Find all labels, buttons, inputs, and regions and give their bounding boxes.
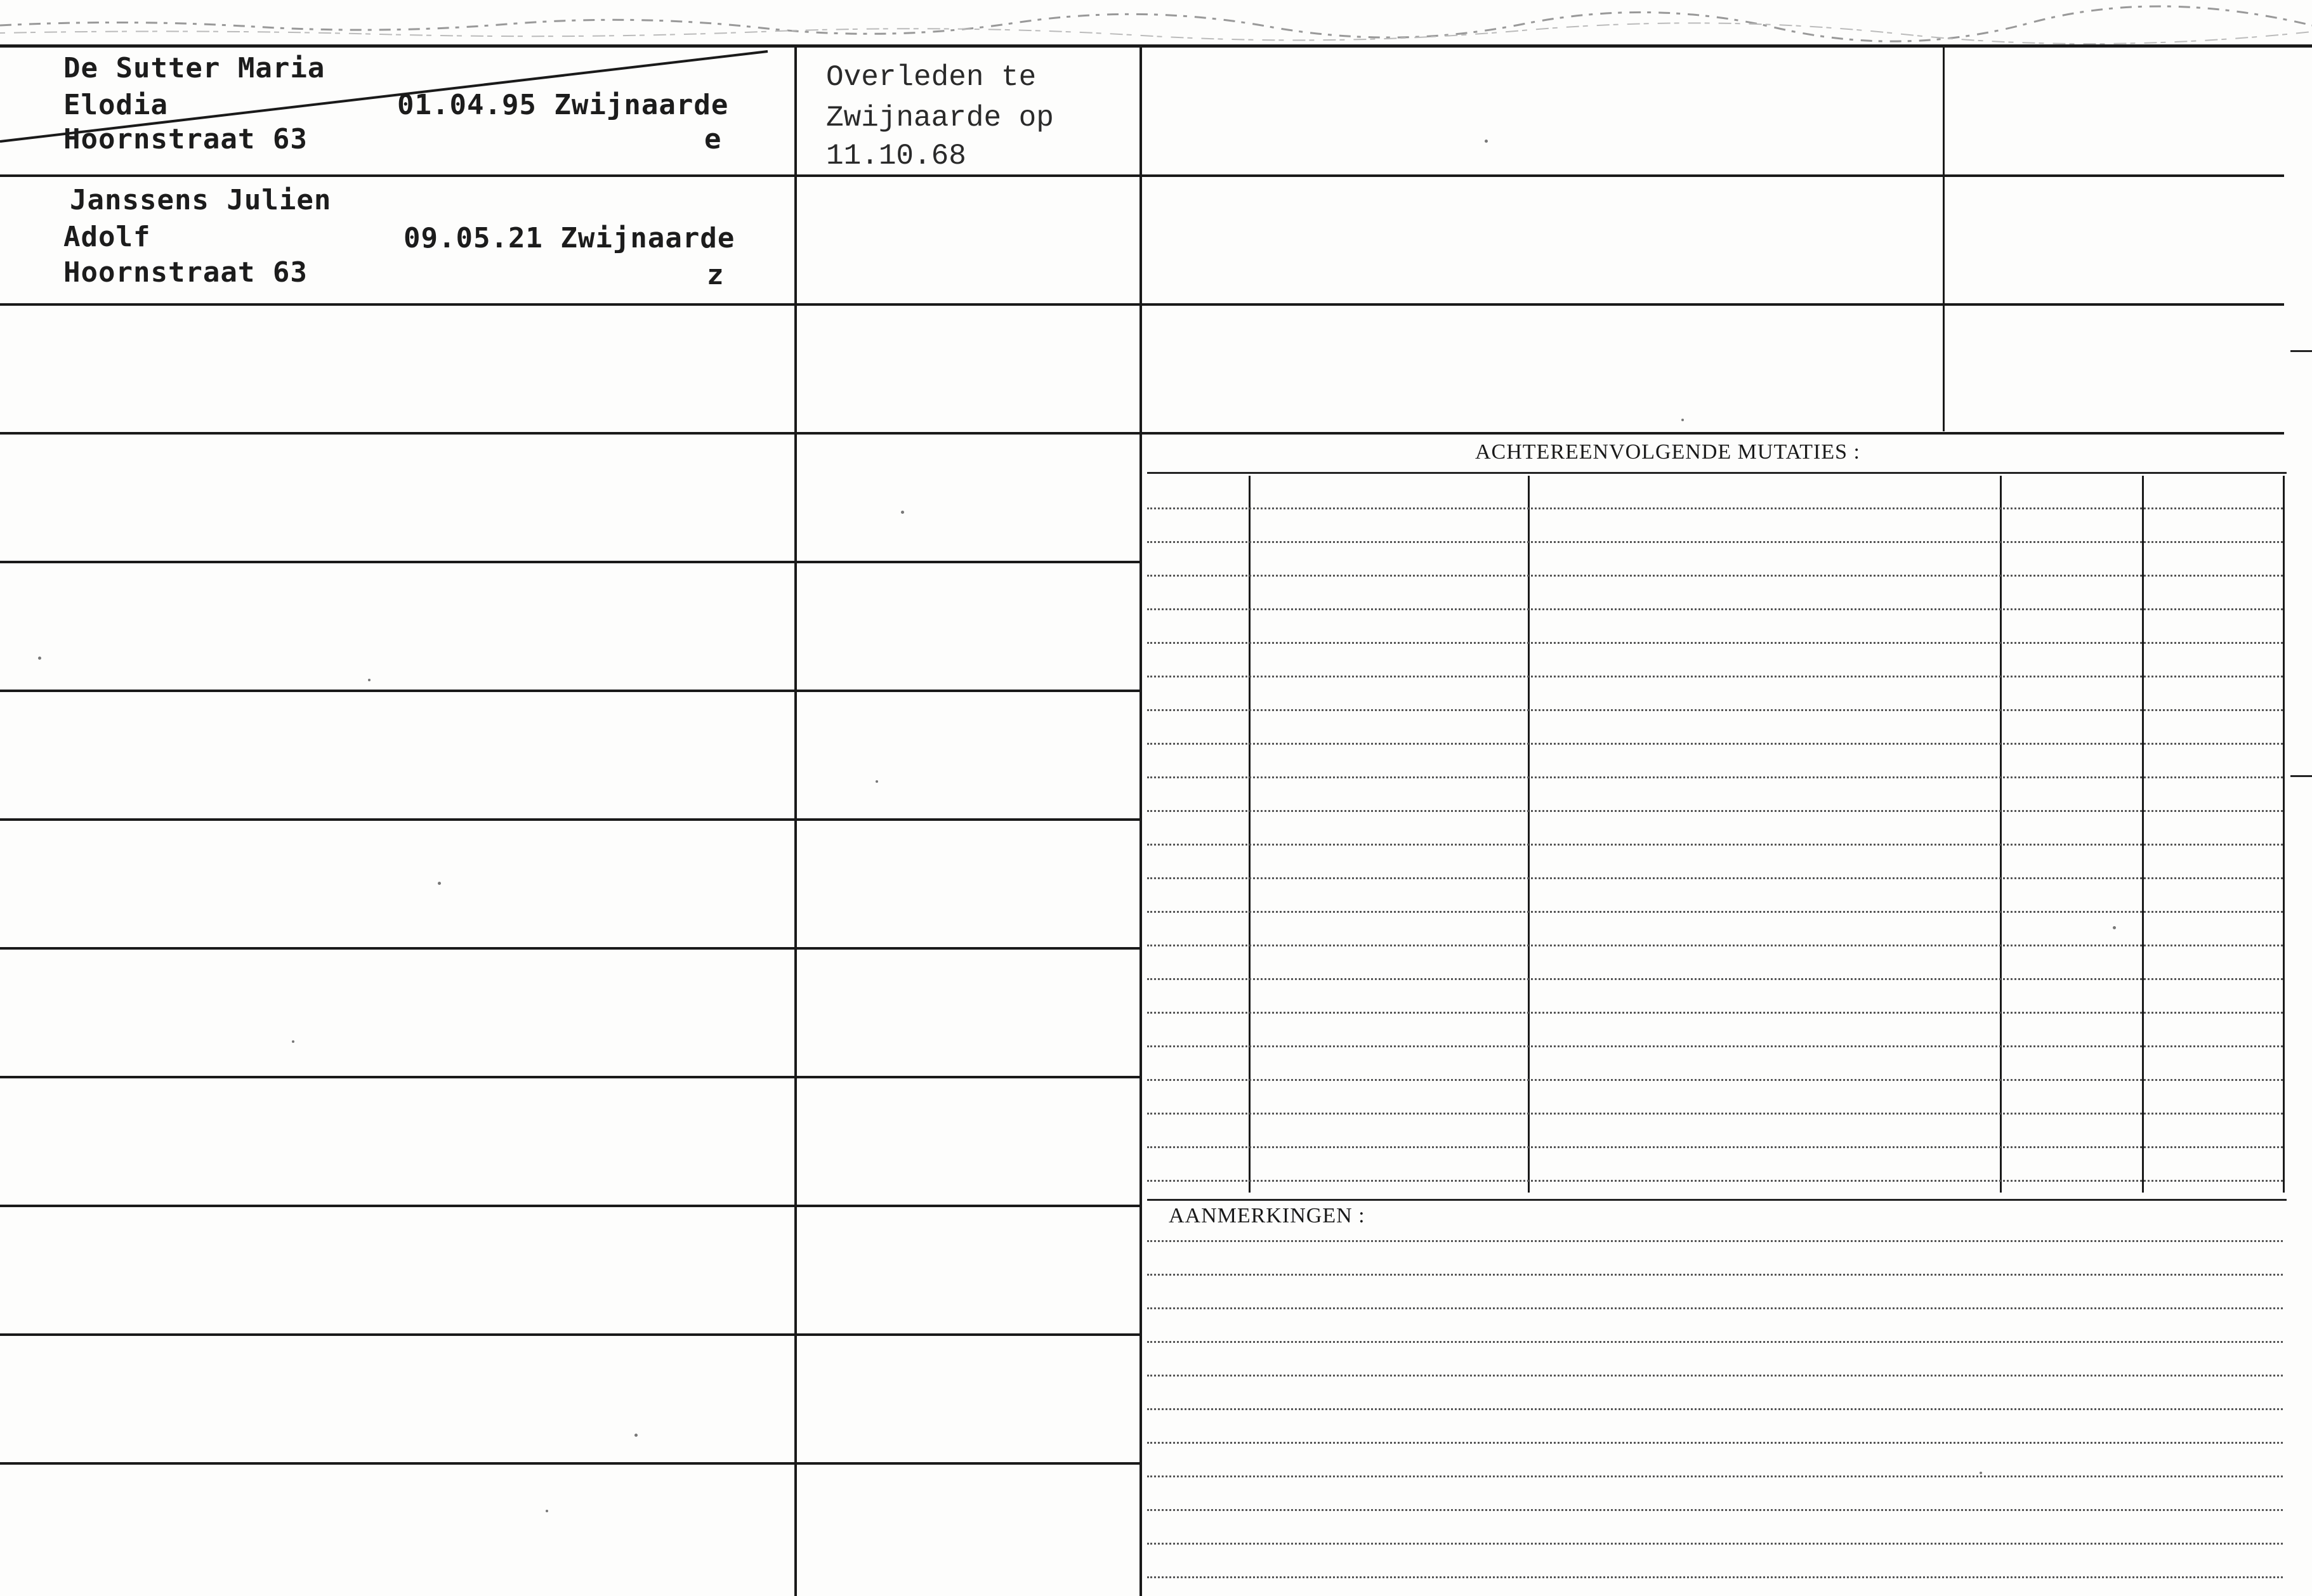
remarks-ruled-line	[1147, 1274, 2283, 1276]
mutations-header-line	[1147, 472, 2287, 474]
column-divider-middle	[1140, 48, 1142, 1596]
mutations-ruled-line	[1147, 1180, 2283, 1182]
row-divider-1	[0, 174, 1140, 177]
mutations-ruled-line	[1147, 877, 2283, 879]
mutations-ruled-line	[1147, 575, 2283, 577]
mutations-ruled-line	[1147, 1113, 2283, 1115]
entry-1-strike-line	[0, 48, 799, 155]
mutations-ruled-line	[1147, 810, 2283, 812]
entry-2-name-line1: Janssens Julien	[70, 184, 332, 216]
scan-speck	[2113, 926, 2116, 929]
mutations-ruled-line	[1147, 1079, 2283, 1081]
entry-1-address: Hoornstraat 63	[63, 123, 308, 155]
entry-1-birth: 01.04.95 Zwijnaarde	[397, 89, 729, 121]
scan-speck	[292, 1040, 294, 1043]
remarks-ruled-line	[1147, 1408, 2283, 1410]
row-divider-11	[0, 1462, 1140, 1465]
entry-2-address: Hoornstraat 63	[63, 256, 308, 289]
scan-speck	[1681, 419, 1684, 421]
right-row-divider-3	[1142, 432, 2284, 435]
scan-speck	[438, 882, 441, 885]
row-divider-4	[0, 561, 1140, 563]
mutations-col-2	[1528, 476, 1530, 1193]
mutations-ruled-line	[1147, 541, 2283, 543]
mutations-ruled-line	[1147, 1012, 2283, 1014]
mutations-ruled-line	[1147, 507, 2283, 509]
mutations-ruled-line	[1147, 676, 2283, 677]
remarks-ruled-line	[1147, 1240, 2283, 1242]
mutations-ruled-line	[1147, 776, 2283, 778]
remarks-ruled-line	[1147, 1509, 2283, 1511]
remarks-ruled-line	[1147, 1543, 2283, 1545]
right-row-divider-1	[1142, 174, 2284, 177]
entry-1-remark-line1: Overleden te	[826, 61, 1037, 94]
mutations-col-4	[2142, 476, 2144, 1193]
remarks-ruled-line	[1147, 1475, 2283, 1477]
edge-mark	[2290, 350, 2312, 352]
mutations-ruled-line	[1147, 608, 2283, 610]
entry-1-remark-line3: 11.10.68	[826, 140, 966, 173]
entry-2-name-line2: Adolf	[63, 221, 151, 253]
remarks-title: AANMERKINGEN :	[1169, 1204, 1365, 1227]
row-divider-10	[0, 1333, 1140, 1336]
entry-2-code: z	[707, 259, 725, 291]
row-divider-9	[0, 1205, 1140, 1207]
entry-1-code: e	[704, 123, 722, 155]
scan-speck	[634, 1434, 638, 1437]
mutations-col-5	[2283, 476, 2285, 1193]
mutations-ruled-line	[1147, 911, 2283, 913]
scan-speck	[368, 679, 371, 681]
scan-noise-top	[0, 0, 2312, 51]
mutations-ruled-line	[1147, 1146, 2283, 1148]
scan-speck	[1485, 140, 1488, 143]
scan-speck	[38, 657, 41, 660]
remarks-ruled-line	[1147, 1375, 2283, 1377]
remarks-ruled-line	[1147, 1442, 2283, 1444]
mutations-col-1	[1249, 476, 1251, 1193]
scan-speck	[876, 780, 878, 783]
row-divider-6	[0, 818, 1140, 821]
row-divider-2	[0, 303, 1140, 306]
row-divider-3	[0, 432, 1140, 435]
mutations-ruled-line	[1147, 709, 2283, 711]
remarks-ruled-line	[1147, 1576, 2283, 1578]
mutations-ruled-line	[1147, 642, 2283, 644]
scan-speck	[901, 511, 904, 514]
mutations-title: ACHTEREENVOLGENDE MUTATIES :	[1475, 440, 1860, 464]
mutations-ruled-line	[1147, 978, 2283, 980]
mutations-bottom-line	[1147, 1199, 2287, 1201]
scan-speck	[1980, 1472, 1982, 1474]
entry-1-name-line2: Elodia	[63, 89, 168, 121]
right-row-divider-2	[1142, 303, 2284, 306]
column-divider-right-top	[1943, 48, 1945, 431]
remarks-ruled-line	[1147, 1341, 2283, 1343]
entry-1-name-line1: De Sutter Maria	[63, 52, 325, 84]
mutations-ruled-line	[1147, 945, 2283, 946]
row-divider-7	[0, 947, 1140, 950]
mutations-ruled-line	[1147, 743, 2283, 745]
mutations-ruled-line	[1147, 844, 2283, 846]
row-divider-5	[0, 690, 1140, 692]
row-divider-8	[0, 1076, 1140, 1078]
mutations-col-3	[2000, 476, 2002, 1193]
mutations-ruled-line	[1147, 1045, 2283, 1047]
entry-1-remark-line2: Zwijnaarde op	[826, 101, 1054, 134]
column-divider-left	[794, 48, 797, 1596]
remarks-ruled-line	[1147, 1307, 2283, 1309]
entry-2-birth: 09.05.21 Zwijnaarde	[404, 222, 735, 254]
scan-speck	[546, 1510, 548, 1512]
edge-mark	[2290, 775, 2312, 777]
